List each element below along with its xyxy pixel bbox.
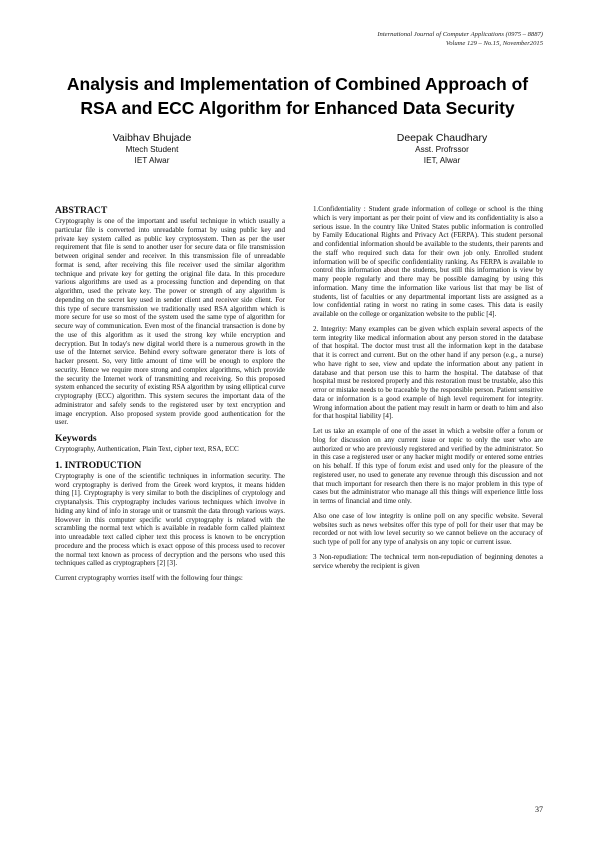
author-1 [52,132,252,166]
author-name: Vaibhav Bhujade [112,132,192,144]
keywords-text: Cryptography, Authentication, Plain Text, cipher text, RSA, ECC [55,445,239,453]
confidentiality-paragraph: 1.Confidentiality : Student grade information of college or school is the thing which is very important as per their point of view and its confidentiality is also a serious issue. In the country like United States public information is controlled by Family Educational Rights and Privacy Act (FERPA). This student personal and confidential information should be available to the students, their parents and the staff who required such data for their own job only. Enrolled student information will be of specific confidentiality ranking. As FERPA is available to control this information about the students, but still this information is view by many people regularly and there may be possible damaging by using this information. Many time the information like various list that may be list of students, list of faculties or any departmental important lists are assigned as a low confidential rating in worst no rating in some cases. This data is easily available on the college or organization website to the public [4]. [313,205,543,318]
left-column [55,205,285,589]
non-repudiation-paragraph: 3 Non-repudiation: The technical term non-repudiation of beginning denotes a service whereby the recipient is given [313,552,543,570]
journal-name: International Journal of Computer Applications (0975 – 8887) [377,31,543,38]
introduction-paragraph-2: Current cryptography worries itself with the following four things: [55,574,243,582]
author-name: Deepak Chaudhary [396,132,488,144]
abstract-text: Cryptography is one of the important and useful technique in which usually a particular file is converted into unreadable format by using public key and private key system called as public key cryptosystem. Then as per the user requirement that file is send to another user for secure data or file transmission between original sender and receiver. In this transmission file of unreadable format is send, after receiving this file receiver used the similar algorithm technique and private key for getting the original file data. In this procedure various algorithms are used as a processing function and depending on that algorithm, used the private key. The power or strength of any algorithm is depending on the secret key used in sender client and receiver side client. For this type of secure transmission we traditionally used RSA algorithm which is more secure for use so most of the system used the same type of algorithm for secure way of communication. Even most of the financial transaction is done by the use of this algorithm as it used the strong key while encryption and decryption. But In today's new digital world there is a numerous growth in the use of the Internet service. Behind every software generator there is lots of hacker present. So, very little amount of time will be enough to explore the security. Hence we require more strong and complex algorithms, which provide the security the Internet work of transmitting and receiving. So this proposed system enhanced the security of existing RSA algorithm by using elliptical curve cryptography (ECC) algorithm. This system secures the important data of the administrator and safely sends to the registered user by text encryption and image encryption. Also proposed system provide good authentication for the user. [55,217,285,427]
journal-volume: Volume 129 – No.15, November2015 [445,40,543,47]
introduction-paragraph-1: Cryptography is one of the scientific techniques in information security. The word cryptography is derived from the Greek word kryptos, it means hidden thing [1]. Cryptography is very similar to both the disciplines of cryptology and cryptanalysis. This cryptography includes various techniques which involve in hiding any kind of info in storage unit or transmit the data through various ways. However in this computer specific world cryptography is related with the scrambling the normal text which is available in readable form called plaintext into unreadable text called cipher text this process is known to be encryption procedure and the process which is exact oppose of this process used to recover the normal text known as process of decryption and the persons who used this techniques called as cryptographers [2] [3]. [55,471,285,568]
keywords-heading: Keywords [55,433,97,444]
paper-title [40,72,555,120]
author-affiliation: IET, Alwar [423,155,461,165]
integrity-paragraph: 2. Integrity: Many examples can be given which explain several aspects of the term integrity like medical information about any person stored in the database of that hospital. The doctor must trust all the information kept in the database that it is correct and current. But on the other hand if any person (e.g., a nurse) who have right to see, view and update the information about any patient in database and that person use this to harm the hospital. The database of that hospital must be restored properly and this restoration must be trustable, also this error or mistake needs to be traceable by the responsible person. Patient sensitive data or information is a good example of high level requirement for integrity. Wrong information about the patient may result in harm or death to him and also for that hospital liability [4]. [313,324,543,421]
author-role: Asst. Profrssor [415,145,469,154]
right-column [313,205,543,576]
online-poll-paragraph: Also one case of low integrity is online poll on any specific website. Several websites such as news websites offer this type of poll for their user that may be recorded or not with low level security so we cannot believe on the accuracy of such type of poll for any type of analysis on any topic or current issue. [313,511,543,546]
author-affiliation: IET Alwar [134,155,170,165]
introduction-heading: 1. INTRODUCTION [55,459,142,471]
forum-example-paragraph: Let us take an example of one of the asset in which a website offer a forum or blog for discussion on any current issue or topic to only the user who are authorized or who are previously registered and verified by the administrator. So in this case a registered user or any hacker might modify or entered some entries on his behalf. If this type of forum exist and used only for the pleasure of the registered user, no used to generate any revenue through this discussion and not that much important for research then there is no major problem in this type of cases but the administrator who manage all this things will experience little loss in terms of financial and time only. [313,427,543,505]
title-line-2: RSA and ECC Algorithm for Enhanced Data Security [80,98,515,118]
journal-header [377,30,543,48]
author-2 [342,132,542,166]
title-line-1: Analysis and Implementation of Combined Approach of [66,74,529,94]
author-role: Mtech Student [125,145,179,154]
page-number: 37 [535,805,543,814]
abstract-heading: ABSTRACT [55,205,108,216]
